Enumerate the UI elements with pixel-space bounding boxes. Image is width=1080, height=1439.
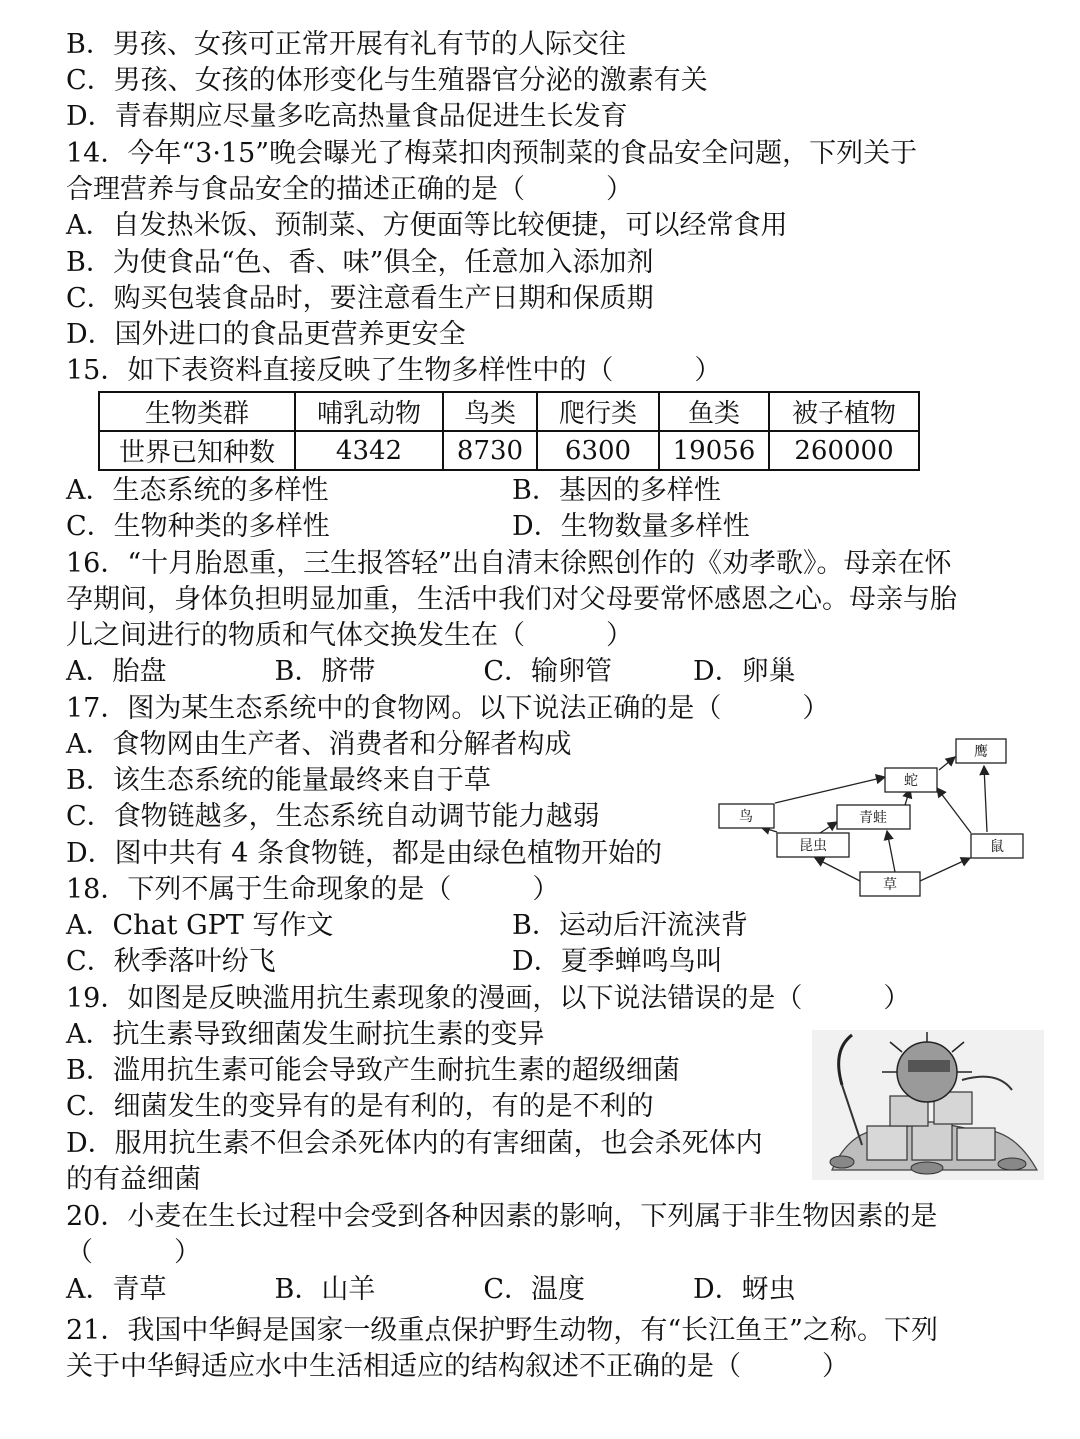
arrow-snake-eagle [939,757,955,770]
q15-option-d: D．生物数量多样性 [512,511,750,542]
q20-options: A．青草 B．山羊 C．温度 D．蚜虫 [66,1274,796,1305]
food-web-diagram [715,735,1035,900]
table-cell: 生物类群 [99,392,295,431]
antibiotic-cartoon-image [812,1030,1044,1180]
arrow-bird-snake [775,777,885,803]
table-cell: 8730 [443,431,537,470]
q16-options: A．胎盘 B．脐带 C．输卵管 D．卵巢 [66,656,796,687]
q19-option-d-line1: D．服用抗生素不但会杀死体内的有害细菌，也会杀死体内 [66,1128,763,1159]
q19-option-c: C．细菌发生的变异有的是有利的，有的是不利的 [66,1091,654,1122]
table-cell: 被子植物 [769,392,919,431]
grass-label: 草 [883,877,897,893]
q19-option-b: B．滥用抗生素可能会导致产生耐抗生素的超级细菌 [66,1055,680,1086]
q13-option-b: B．男孩、女孩可正常开展有礼有节的人际交往 [66,29,626,60]
q16-stem-line3: 儿之间进行的物质和气体交换发生在（ ） [66,620,633,651]
snake-label: 蛇 [904,773,918,789]
q17-option-c: C．食物链越多，生态系统自动调节能力越弱 [66,801,600,832]
q18-option-b: B．运动后汗流浃背 [512,910,748,941]
q19-stem: 19．如图是反映滥用抗生素现象的漫画，以下说法错误的是（ ） [66,983,911,1014]
q14-option-b: B．为使食品“色、香、味”俱全，任意加入添加剂 [66,247,654,278]
q19-option-a: A．抗生素导致细菌发生耐抗生素的变异 [66,1019,545,1050]
table-cell: 爬行类 [537,392,659,431]
bird-label: 鸟 [739,809,753,825]
q18-stem: 18．下列不属于生命现象的是（ ） [66,874,560,905]
mouse-label: 鼠 [990,839,1004,855]
table-cell: 19056 [659,431,769,470]
frog-label: 青蛙 [859,810,887,826]
q18-option-d: D．夏季蝉鸣鸟叫 [512,946,723,977]
arrow-grass-frog [887,831,895,872]
q18-option-a: A．Chat GPT 写作文 [66,910,334,941]
q21-stem-line1: 21．我国中华鲟是国家一级重点保护野生动物，有“长江鱼王”之称。下列 [66,1315,938,1346]
q15-option-a: A．生态系统的多样性 [66,475,329,506]
q14-option-d: D．国外进口的食品更营养更安全 [66,319,466,350]
table-cell: 4342 [295,431,443,470]
species-count-table [98,391,920,471]
table-header-row [99,392,919,431]
arrow-grass-insect [815,858,860,881]
q21-stem-line2: 关于中华鲟适应水中生活相适应的结构叙述不正确的是（ ） [66,1351,849,1382]
q19-option-d-line2: 的有益细菌 [66,1164,201,1195]
q14-stem-line2: 合理营养与食品安全的描述正确的是（ ） [66,174,633,205]
q20-stem-line1: 20．小麦在生长过程中会受到各种因素的影响，下列属于非生物因素的是 [66,1201,938,1232]
q13-option-d: D．青春期应尽量多吃高热量食品促进生长发育 [66,101,628,132]
q17-option-a: A．食物网由生产者、消费者和分解者构成 [66,729,572,760]
q14-stem-line1: 14．今年“3·15”晚会曝光了梅菜扣肉预制菜的食品安全问题，下列关于 [66,138,918,169]
table-cell: 鱼类 [659,392,769,431]
table-cell: 世界已知种数 [99,431,295,470]
insect-label: 昆虫 [799,838,827,854]
q15-option-c: C．生物种类的多样性 [66,511,330,542]
arrow-mouse-eagle [984,766,987,832]
q18-option-c: C．秋季落叶纷飞 [66,946,276,977]
arrow-insect-frog [820,822,837,833]
q17-option-b: B．该生态系统的能量最终来自于草 [66,765,491,796]
q15-option-b: B．基因的多样性 [512,475,721,506]
table-cell: 6300 [537,431,659,470]
table-cell: 鸟类 [443,392,537,431]
table-cell: 260000 [769,431,919,470]
q16-stem-line1: 16．“十月胎恩重，三生报答轻”出自清末徐熙创作的《劝孝歌》。母亲在怀 [66,548,952,579]
q17-option-d: D．图中共有 4 条食物链，都是由绿色植物开始的 [66,838,662,869]
q14-option-c: C．购买包装食品时，要注意看生产日期和保质期 [66,283,654,314]
q16-stem-line2: 孕期间，身体负担明显加重，生活中我们对父母要常怀感恩之心。母亲与胎 [66,584,957,615]
q13-option-c: C．男孩、女孩的体形变化与生殖器官分泌的激素有关 [66,65,708,96]
q15-stem: 15．如下表资料直接反映了生物多样性中的（ ） [66,355,722,386]
arrow-grass-mouse [920,858,970,881]
eagle-label: 鹰 [974,744,988,760]
table-cell: 哺乳动物 [295,392,443,431]
q14-option-a: A．自发热米饭、预制菜、方便面等比较便捷，可以经常食用 [66,210,788,241]
arrow-mouse-snake [937,788,971,833]
q17-stem: 17．图为某生态系统中的食物网。以下说法正确的是（ ） [66,693,830,724]
q20-stem-line2: （ ） [66,1237,201,1268]
table-data-row [99,431,919,470]
